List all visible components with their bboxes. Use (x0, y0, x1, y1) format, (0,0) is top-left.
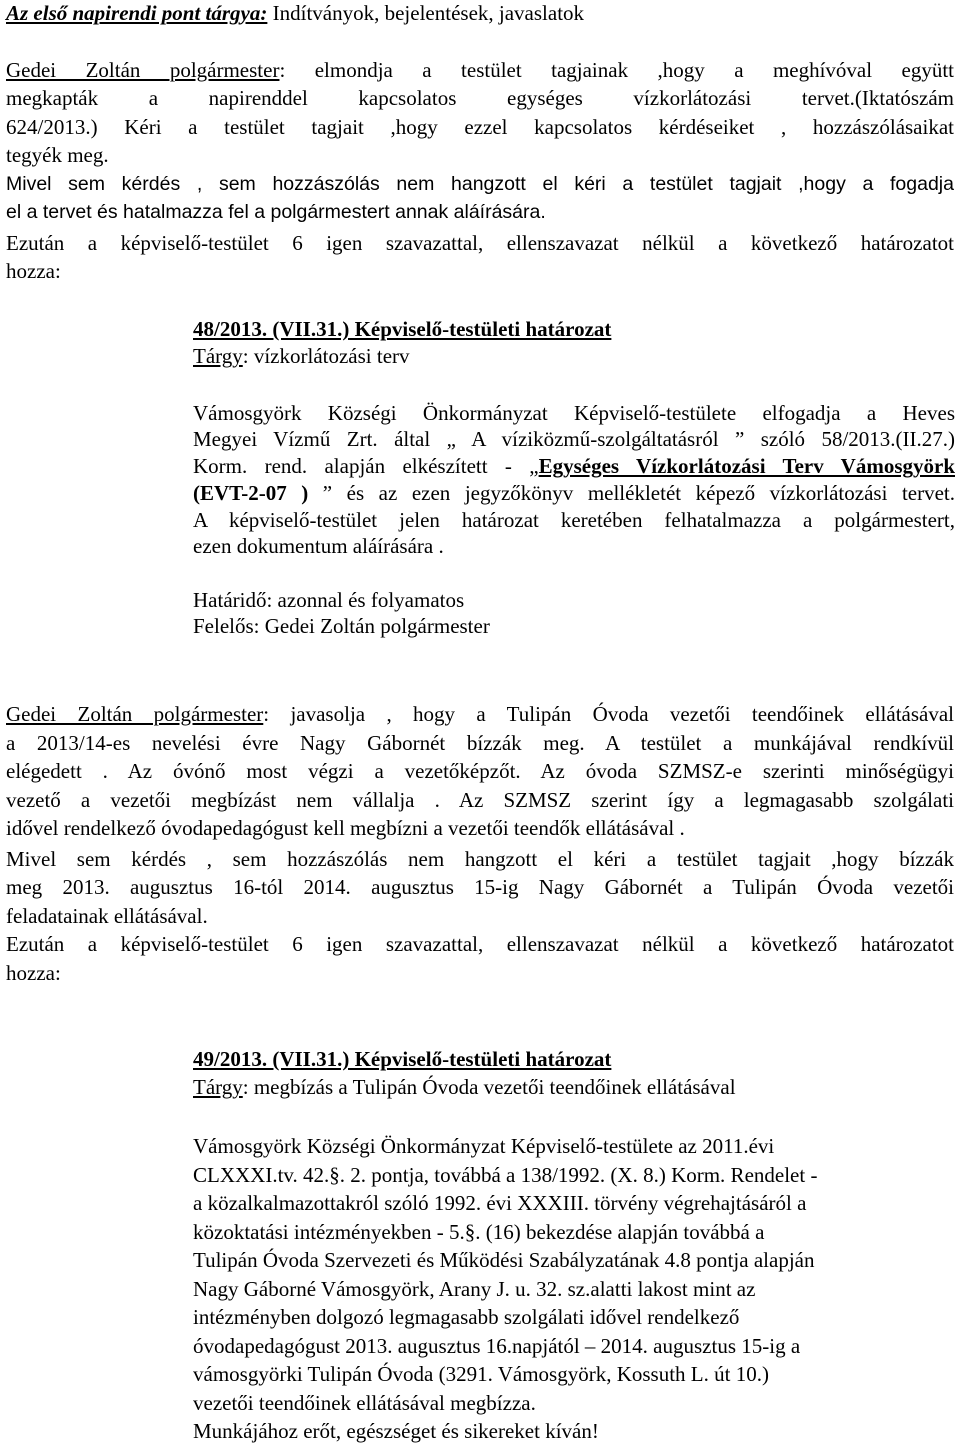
resolution2-body-5: Tulipán Óvoda Szervezeti és Működési Szabályzatának 4.8 pontja alapján (193, 1248, 815, 1272)
item2-speaker: Gedei Zoltán polgármester (6, 702, 264, 726)
resolution1-body-5: A képviselő-testület jelen határozat keretében felhatalmazza a polgármestert, (193, 508, 955, 532)
agenda-text: Indítványok, bejelentések, javaslatok (267, 1, 585, 25)
item1-line-4: tegyék meg. (6, 143, 109, 167)
item2-line-8: feladatainak ellátásával. (6, 904, 208, 928)
resolution1-body-3 (193, 453, 955, 480)
item1-line-1 (6, 57, 954, 84)
resolution2-body-6: Nagy Gáborné Vámosgyörk, Arany J. u. 32. sz.alatti lakost mint az (193, 1277, 756, 1301)
resolution2-body-2: CLXXXI.tv. 42.§. 2. pontja, továbbá a 138/1992. (X. 8.) Korm. Rendelet - (193, 1163, 818, 1187)
item1-line-7: Ezután a képviselő-testület 6 igen szavazattal, ellenszavazat nélkül a következő határozatot (6, 231, 954, 255)
item2-line-10: hozza: (6, 961, 61, 985)
resolution2-body-9: vámosgyörki Tulipán Óvoda (3291. Vámosgyörk, Kossuth L. út 10.) (193, 1362, 769, 1386)
resolution1-responsible: Felelős: Gedei Zoltán polgármester (193, 614, 490, 638)
item1-line-3: 624/2013.) Kéri a testület tagjait ,hogy ezzel kapcsolatos kérdéseiket , hozzászólásaikat (6, 115, 954, 139)
item2-line-6: Mivel sem kérdés , sem hozzászólás nem hangzott el kéri a testület tagjait ,hogy bízzák (6, 847, 954, 871)
item1-line-5: Mivel sem kérdés , sem hozzászólás nem hangzott el kéri a testület tagjait ,hogy a fogadja (6, 173, 954, 195)
resolution2-body-4: közoktatási intézményekben - 5.§. (16) bekezdése alapján továbbá a (193, 1220, 765, 1244)
resolution1-plan-code: (EVT-2-07 ) (193, 481, 309, 505)
resolution1-subject (193, 343, 955, 369)
agenda-label: Az első napirendi pont tárgya: (6, 1, 268, 25)
resolution2-body-11: Munkájához erőt, egészséget és sikereket kíván! (193, 1419, 599, 1443)
resolution2-body-8: óvodapedagógust 2013. augusztus 16.napjától – 2014. augusztus 15-ig a (193, 1334, 801, 1358)
resolution1-title: 48/2013. (VII.31.) Képviselő-testületi határozat (193, 317, 612, 341)
resolution1-body-4 (193, 480, 955, 507)
item1-line-1-text: : elmondja a testület tagjainak ,hogy a meghívóval együtt (279, 58, 954, 82)
item2-line-9: Ezután a képviselő-testület 6 igen szavazattal, ellenszavazat nélkül a következő határozatot (6, 932, 954, 956)
agenda-header (6, 0, 954, 26)
item2-line-2: a 2013/14-es nevelési évre Nagy Gábornét bízzák meg. A testület a munkájával rendkívül (6, 731, 954, 755)
resolution2-body-7: intézményben dolgozó legmagasabb szolgálati idővel rendelkező (193, 1305, 740, 1329)
item1-line-6: el a tervet és hatalmazza fel a polgármestert annak aláírására. (6, 201, 546, 223)
item2-line-1 (6, 701, 954, 728)
item1-line-2: megkapták a napirenddel kapcsolatos egységes vízkorlátozási tervet.(Iktatószám (6, 86, 954, 110)
resolution2-body-3: a közalkalmazottakról szóló 1992. évi XXXIII. törvény végrehajtásáról a (193, 1191, 807, 1215)
resolution2-title: 49/2013. (VII.31.) Képviselő-testületi határozat (193, 1047, 612, 1071)
item2-line-7: meg 2013. augusztus 16-tól 2014. augusztus 15-ig Nagy Gábornét a Tulipán Óvoda vezetői (6, 875, 954, 899)
item1-line-8: hozza: (6, 259, 61, 283)
resolution1-subject-label: Tárgy (193, 344, 243, 368)
item2-line-4: vezető a vezetői megbízást nem vállalja . Az SZMSZ szerint így a legmagasabb szolgálati (6, 788, 954, 812)
item2-line-1-text: : javasolja , hogy a Tulipán Óvoda vezetői teendőinek ellátásával (263, 702, 954, 726)
resolution1-body-3-text: Korm. rend. alapján elkészített - „ (193, 454, 539, 478)
resolution1-subject-text: : vízkorlátozási terv (242, 344, 410, 368)
resolution2-subject-label: Tárgy (193, 1075, 243, 1099)
resolution1-body-1: Vámosgyörk Községi Önkormányzat Képviselő-testülete elfogadja a Heves (193, 401, 955, 425)
resolution1-body-2: Megyei Vízmű Zrt. által „ A víziközmű-szolgáltatásról ” szóló 58/2013.(II.27.) (193, 427, 955, 451)
resolution2-subject (193, 1074, 955, 1100)
resolution2-subject-text: : megbízás a Tulipán Óvoda vezetői teendőinek ellátásával (242, 1075, 736, 1099)
resolution2-body-10: vezetői teendőinek ellátásával megbízza. (193, 1391, 536, 1415)
resolution1-plan-name: Egységes Vízkorlátozási Terv Vámosgyörk (538, 454, 955, 478)
item2-line-5: idővel rendelkező óvodapedagógust kell megbízni a vezetői teendők ellátásával . (6, 816, 685, 840)
resolution1-deadline: Határidő: azonnal és folyamatos (193, 588, 465, 612)
item2-line-3: elégedett . Az óvónő most végzi a vezetőképzőt. Az óvoda SZMSZ-e szerinti minőségügyi (6, 759, 954, 783)
item1-speaker: Gedei Zoltán polgármester (6, 58, 280, 82)
resolution2-body-1: Vámosgyörk Községi Önkormányzat Képviselő-testülete az 2011.évi (193, 1134, 775, 1158)
resolution1-body-4-text: ” és az ezen jegyzőkönyv mellékletét képező vízkorlátozási tervet. (308, 481, 955, 505)
resolution1-body-6: ezen dokumentum aláírására . (193, 534, 444, 558)
